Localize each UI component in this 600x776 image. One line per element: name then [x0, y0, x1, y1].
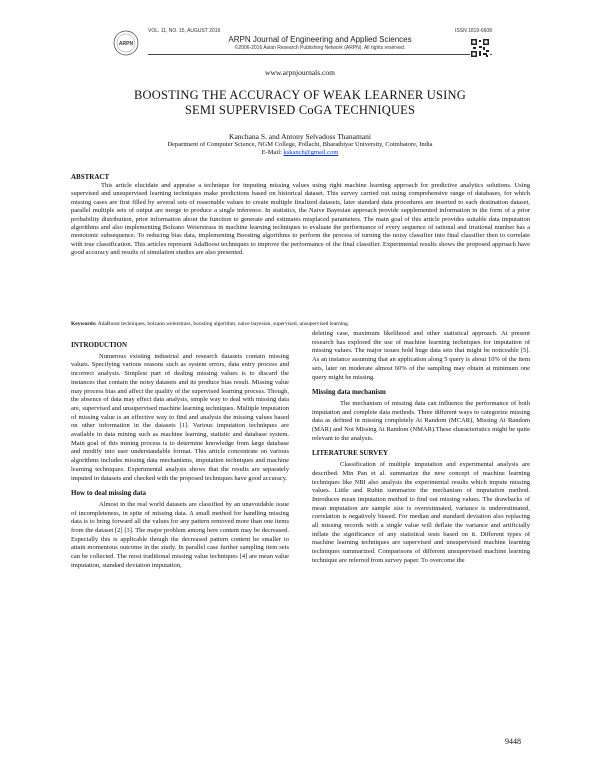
affiliation: Department of Computer Science, NGM College, Pollachi, Bharathiyar University, Coimbatore, India: [167, 141, 433, 148]
literature-paragraph: Classification of multiple imputation and experimental analysis are described. Min Pan et al. summarize the new concept of machine learning techniques like NBI also analysis the experimental results which impute missing values. Little and Rubin summarize the mechanism of imputation method. Introduces mean imputation method to find out missing values. The drawbacks of mean imputation are sample size is overestimated, variance is underestimated, correlation is negatively biased. For median and standard deviation also replacing all missing records with a single value will deflate the variance and artificially inflate the significance of any statistical tests based on it. Different types of machine learning techniques are supervised and unsupervised machine learning techniques summarized. Comparisons of different unsupervised machine learning technique are referred from survey paper. To overcome the: [312, 461, 530, 564]
abstract-text: This article elucidate and appraise a technique for imputing missing values using right machine learning approach for predictive analytics solutions. Using supervised and unsupervised learning techniques make predictions based on historical dataset. This survey carried out using comprehensive range of databases, for which missing cases are first filled by several sets of reasonable values to create multiple finalized datasets, later standard data procedures are inserted to each destination dataset, parallel multiple sets of output are merge to produce a single inference. In statistics, the Naive Bayesian approach provide supplemented information in the form of a prior probability distribution, prior information about the function to generate and estimates misplaced parameters. The main goal of this article provides suitable data imputation algorithms and also implementing Bolzano Weierstrass in machine learning techniques to evaluate the performance of every sequence of rational and irrational number has a monotonic subsequence. To reducing bias data, implementing Boosting algorithms to perform the process of turning the noisy classifier into final classifier then to correlate with true classification. This articles represent AdaBoost techniques to improve the performance of the final classifier. Experimental results shows the proposed approach have good accuracy and results of simulation studies are also presented.: [71, 182, 530, 257]
email-link[interactable]: kskanch@gmail.com: [283, 149, 339, 156]
email-label: E-Mail:: [261, 149, 282, 156]
page-number: 9448: [505, 737, 521, 746]
journal-url[interactable]: www.arpnjournals.com: [265, 68, 335, 77]
intro-heading: INTRODUCTION: [71, 341, 128, 349]
keywords-text: AdaBoost techniques, bolzano weierstrass, boosting algorithm, naive bayesian, supervised, unsupervised learning.: [97, 321, 350, 327]
header-divider: [148, 54, 492, 55]
issn: ISSN 1819-6608: [455, 28, 492, 34]
title-line-1: BOOSTING THE ACCURACY OF WEAK LEARNER USING: [134, 88, 466, 102]
literature-heading: LITERATURE SURVEY: [312, 449, 389, 458]
left-column: [71, 337, 289, 577]
journal-name: ARPN Journal of Engineering and Applied Sciences: [228, 35, 412, 44]
title-line-2: SEMI SUPERVISED CoGA TECHNIQUES: [184, 103, 416, 117]
copyright: ©2006-2016 Asian Research Publishing Network (ARPN). All rights reserved.: [234, 45, 406, 51]
paper-title: [60, 88, 540, 118]
arpn-logo-icon: [113, 30, 139, 56]
right-column: [312, 330, 530, 572]
volume-info: VOL. 11, NO. 15, AUGUST 2016: [148, 28, 221, 34]
continued-paragraph: deleting case, maximum likelihood and other statistical approach. At present research has explored the use of machine learning techniques for imputation of missing values. The major issues hold huge data sets that might be noticeable [5]. As an instance assuming that an application along 5 query is about 10% of the item sets, later on moderate almost 60% of the sampling may obtain at minimum one query might be missing.: [312, 330, 530, 381]
header-meta: [148, 28, 492, 34]
intro-paragraph: Numerous existing industrial and research datasets contain missing values. Specifying various reasons such as system errors, data entry process and incorrect analysis. Simplest part of dealing missing values is to discard the instances that contain the noisy datasets and its produce bias result. Missing value may process bias and affect the quality of the supervised learning process. Though, the absence of data may effect data analysis, simple way to deal with missing data are, supervised and unsupervised machine learning techniques. Multiple imputation of missing value is an effective way to find and analysis the missing values based on other information in the datasets [1]. Various imputation techniques are available in data mining such as machine learning, statistic and database system. Main goal of this mining process is to determine knowledge from large database and modify into user understandable format. This article concentrate on various algorithms includes missing data mechanisms, imputation techniques and machine learning techniques. Experimental analysis shows that the results are separately imputed in datasets and checked with the proposed techniques have good accuracy.: [71, 352, 289, 482]
logo-text: ARPN: [118, 41, 134, 47]
email-line: [0, 149, 600, 156]
authors: Kanchana S. and Antony Selvadoss Thanamani: [229, 132, 371, 141]
abstract-heading: ABSTRACT: [71, 173, 110, 181]
mechanism-heading: Missing data mechanism: [312, 388, 386, 397]
keywords: [71, 321, 530, 327]
deal-paragraph: Almost in the real world datasets are classified by an unavoidable issue of incompleteness, in spite of missing data. A small method for handling missing data is to bring forward all the values for any pattern removed more than one items from the dataset [2] [3]. The major problem among here content may be decreased. Especially this is applicable though the decreased pattern content be smaller to attain momentous outcome in the study. In parallel case further sampling item sets can be collected. The most traditional missing value techniques [4] are mean value imputation, standard deviation imputation,: [71, 500, 289, 569]
qr-code-icon: [470, 38, 490, 58]
mechanism-paragraph: The mechanism of missing data can influence the performance of both imputation and complete data methods. Three different ways to categorize missing data as defined in missing completely At Random (MCAR), Missing At Random (MAR) and Not Missing At Random (NMAR).These characteristics might be quite relevant to the analysis.: [312, 399, 530, 442]
keywords-label: Keywords:: [71, 321, 97, 327]
deal-heading: How to deal missing data: [71, 489, 147, 498]
